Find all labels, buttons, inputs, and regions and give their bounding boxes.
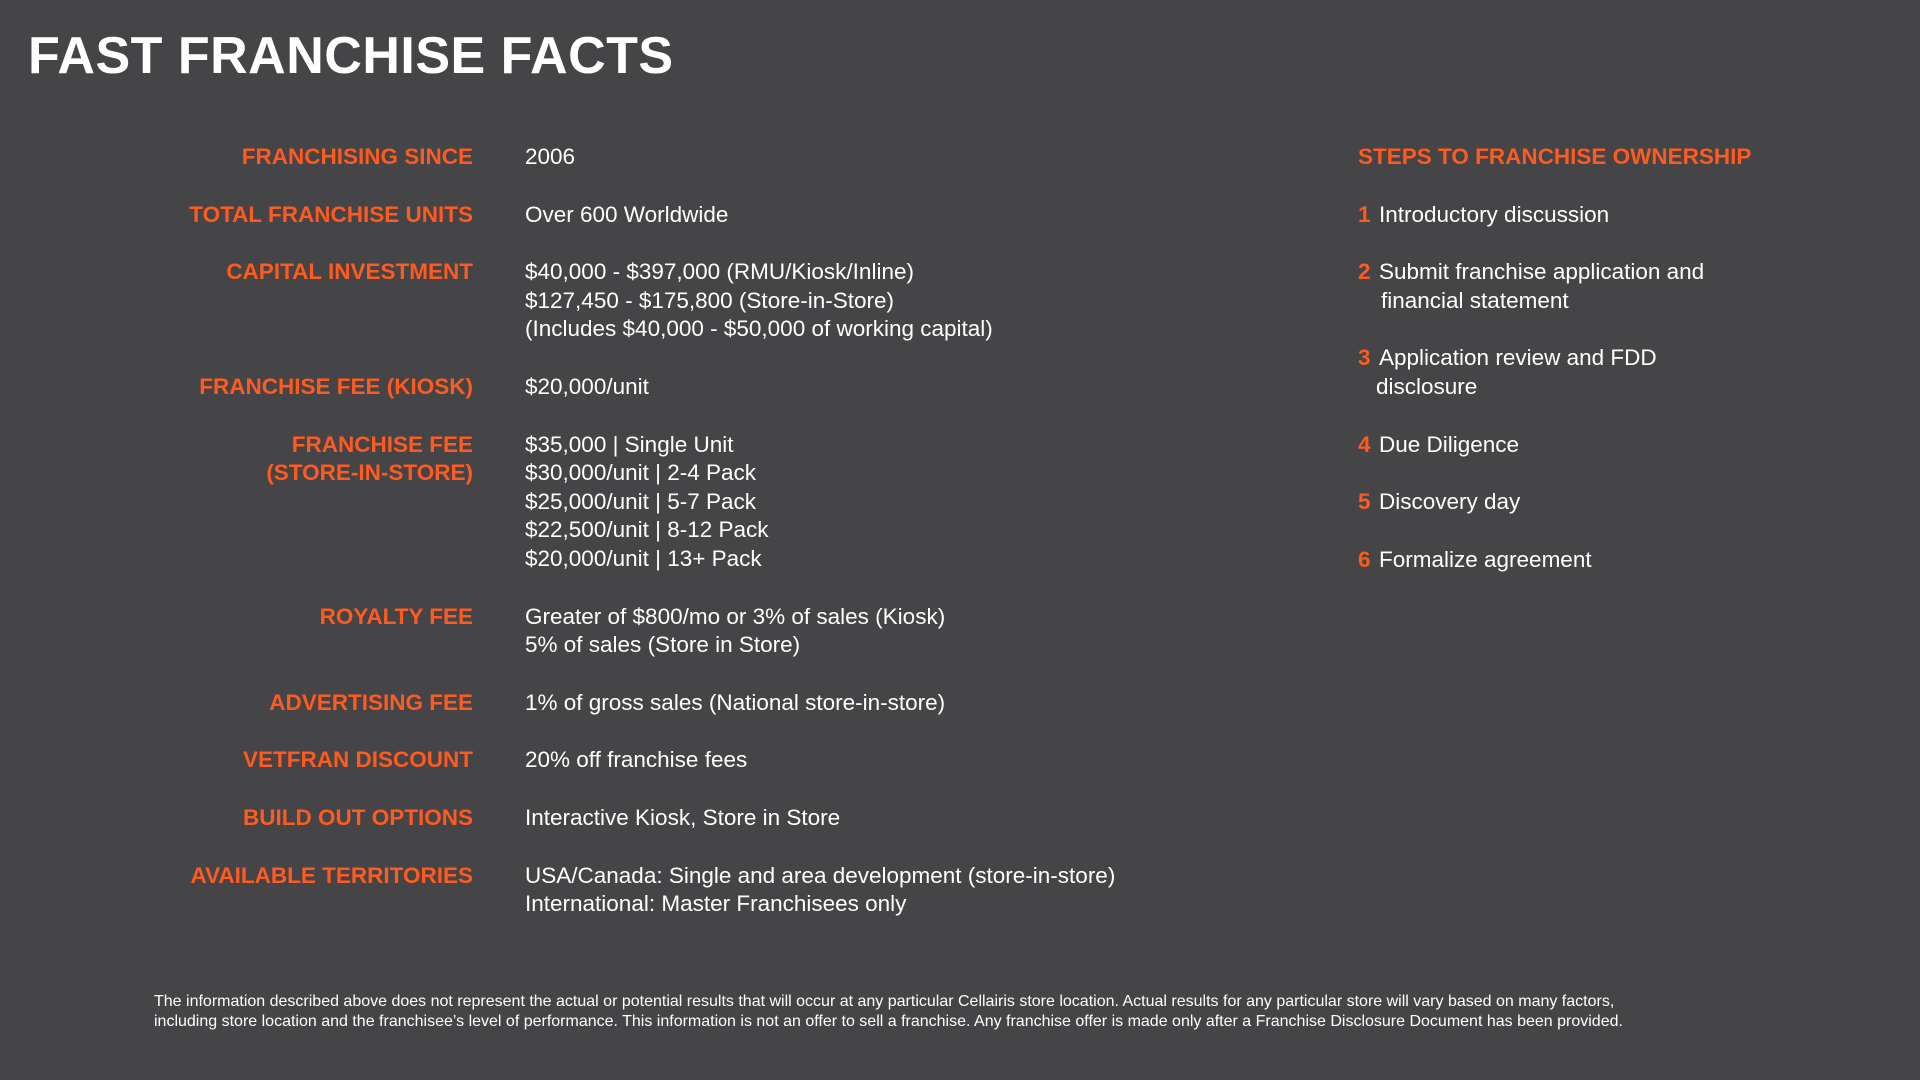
fact-label: ADVERTISING FEE bbox=[269, 689, 473, 715]
fact-label: VETFRAN DISCOUNT bbox=[243, 747, 473, 773]
fact-row-build-out-options bbox=[0, 804, 1240, 833]
fact-value: USA/Canada: Single and area development (store-in-store) International: Master Franchisees only bbox=[525, 862, 1116, 917]
step-item bbox=[1358, 546, 1898, 575]
step-number: 3 bbox=[1358, 345, 1371, 371]
fact-row-capital-investment bbox=[0, 258, 1240, 344]
fact-value: $40,000 - $397,000 (RMU/Kiosk/Inline) $127,450 - $175,800 (Store-in-Store) (Includes $40,000 - $50,000 of working capital) bbox=[525, 259, 993, 342]
fact-value: Greater of $800/mo or 3% of sales (Kiosk) 5% of sales (Store in Store) bbox=[525, 603, 946, 658]
fact-value: 1% of gross sales (National store-in-store) bbox=[525, 689, 946, 715]
fact-label: ROYALTY FEE bbox=[319, 603, 473, 629]
page-title: FAST FRANCHISE FACTS bbox=[28, 27, 674, 85]
fact-label: FRANCHISE FEE (STORE-IN-STORE) bbox=[266, 431, 473, 486]
fact-row-advertising-fee bbox=[0, 689, 1240, 718]
step-number: 6 bbox=[1358, 546, 1371, 572]
step-text: Discovery day bbox=[1379, 489, 1521, 515]
fact-label: BUILD OUT OPTIONS bbox=[243, 804, 473, 830]
fact-label: AVAILABLE TERRITORIES bbox=[190, 862, 473, 888]
step-text: Due Diligence bbox=[1379, 431, 1520, 457]
fact-row-franchise-fee-store-in-store bbox=[0, 431, 1240, 574]
facts-table bbox=[0, 143, 1240, 948]
step-text: Formalize agreement bbox=[1379, 546, 1592, 572]
fact-row-total-units bbox=[0, 201, 1240, 230]
fact-row-royalty-fee bbox=[0, 603, 1240, 660]
fact-value: 2006 bbox=[525, 144, 576, 169]
fact-value: Over 600 Worldwide bbox=[525, 201, 729, 227]
fact-label: TOTAL FRANCHISE UNITS bbox=[189, 201, 473, 227]
fact-value: $35,000 | Single Unit $30,000/unit | 2-4 Pack $25,000/unit | 5-7 Pack $22,500/unit | 8-12 Pack $20,000/unit | 13+ Pack bbox=[525, 431, 769, 571]
fact-value: $20,000/unit bbox=[525, 373, 649, 399]
fact-label: FRANCHISING SINCE bbox=[241, 144, 473, 169]
fact-label: CAPITAL INVESTMENT bbox=[226, 259, 473, 285]
step-item bbox=[1358, 258, 1898, 315]
step-number: 5 bbox=[1358, 489, 1371, 515]
fact-value: Interactive Kiosk, Store in Store bbox=[525, 804, 841, 830]
fact-row-available-territories bbox=[0, 862, 1240, 919]
steps-title: STEPS TO FRANCHISE OWNERSHIP bbox=[1358, 144, 1752, 169]
fact-label: FRANCHISE FEE (KIOSK) bbox=[199, 373, 473, 399]
step-item bbox=[1358, 201, 1898, 230]
step-number: 1 bbox=[1358, 201, 1371, 227]
step-text: Introductory discussion bbox=[1379, 201, 1610, 227]
step-item bbox=[1358, 431, 1898, 460]
step-item bbox=[1358, 488, 1898, 517]
fact-row-franchise-fee-kiosk bbox=[0, 373, 1240, 402]
fact-value: 20% off franchise fees bbox=[525, 747, 748, 773]
steps-list bbox=[1358, 143, 1898, 603]
fact-row-franchising-since bbox=[0, 143, 1240, 172]
step-text: Application review and FDD disclosure bbox=[1376, 345, 1657, 399]
step-number: 4 bbox=[1358, 431, 1371, 457]
disclaimer: The information described above does not represent the actual or potential results that will occur at any particular Cellairis store location. Actual results for any particular store will vary based on many factors, including store location and the franchisee’s level of performance. This information is not an offer to sell a franchise. Any franchise offer is made only after a Franchise Disclosure Document has been provided. bbox=[154, 993, 1623, 1030]
fact-row-vetfran-discount bbox=[0, 746, 1240, 775]
step-number: 2 bbox=[1358, 259, 1371, 285]
step-item bbox=[1358, 344, 1898, 401]
step-text: Submit franchise application and financial statement bbox=[1379, 259, 1705, 313]
